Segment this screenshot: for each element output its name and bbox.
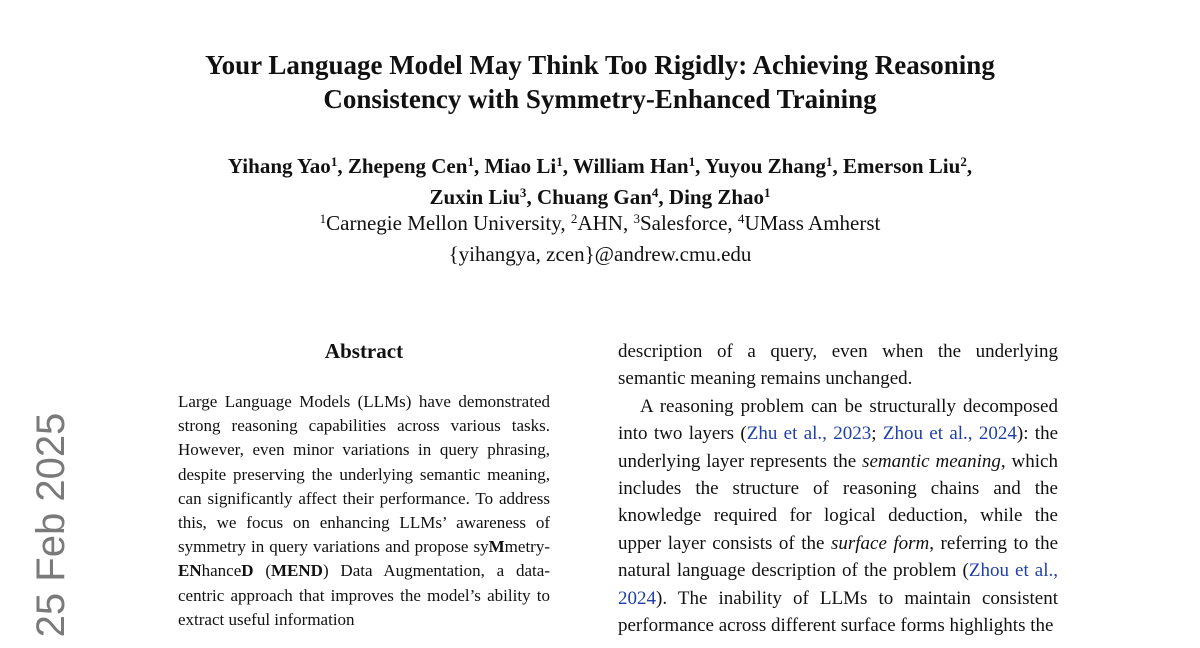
- body-column-right: [618, 338, 1058, 639]
- author: Yihang Yao$^1$: [227, 153, 338, 178]
- citation-link[interactable]: Zhou et al., 2024: [618, 560, 1059, 609]
- author: William Han$^1$: [572, 153, 696, 178]
- affiliation-line: $^1$Carnegie Mellon University, $^2$AHN, $^3$Salesforce, $^4$UMass Amherst: [319, 210, 881, 235]
- citation-link[interactable]: Zhou et al., 2024: [882, 423, 1017, 445]
- paper-title: [150, 48, 1050, 116]
- author-list: Yihang Yao$^1$, Zhepeng Cen$^1$, Miao Li$^1$, William Han$^1$, Yuyou Zhang$^1$, Emerson Liu$^2$, Zuxin Liu$^3$, Chuang Gan$^4$, Ding Zhao$^1$: [227, 153, 973, 209]
- abstract-body: Large Language Models (LLMs) have demonstrated strong reasoning capabilities across various tasks. However, even minor variations in query phrasing, despite preserving the underlying semantic meaning, can significantly affect their performance. To address this, we focus on enhancing LLMs’ awareness of symmetry in query variations and propose syMmetry-ENhanceD (MEND) Data Augmentation, a data-centric approach that improves the model’s ability to extract useful information: [178, 392, 550, 629]
- affiliations: [150, 209, 1050, 269]
- author: Yuyou Zhang$^1$: [704, 153, 833, 178]
- author: Zhepeng Cen$^1$: [347, 153, 474, 178]
- abstract-heading: Abstract: [324, 339, 404, 363]
- arxiv-date: 25 Feb 2025: [29, 412, 73, 638]
- author: Chuang Gan$^4$: [536, 184, 659, 209]
- title-line-2: Consistency with Symmetry-Enhanced Training: [323, 84, 877, 114]
- author: Zuxin Liu$^3$: [429, 184, 527, 209]
- paragraph: A reasoning problem can be structurally decomposed into two layers (Zhu et al., 2023; Zhou et al., 2024): the underlying layer represents the semantic meaning, which includes the structure of reasoning chains and the knowledge required for logical deduction, while the upper layer consists of the surface form, referring to the natural language description of the problem (Zhou et al., 2024). The inability of LLMs to maintain consistent performance across different surface forms highlights the: [618, 395, 1059, 637]
- title-line-1: Your Language Model May Think Too Rigidly: Achieving Reasoning: [205, 50, 995, 80]
- contact-email: {yihangya, zcen}@andrew.cmu.edu: [448, 242, 752, 266]
- author: Emerson Liu$^2$: [843, 153, 967, 178]
- arxiv-side-stamp: [27, 412, 75, 638]
- author: Miao Li$^1$: [484, 153, 563, 178]
- author: Ding Zhao$^1$: [668, 184, 771, 209]
- paragraph: description of a query, even when the underlying semantic meaning remains unchanged.: [618, 341, 1058, 390]
- citation-link[interactable]: Zhu et al., 2023: [746, 423, 872, 445]
